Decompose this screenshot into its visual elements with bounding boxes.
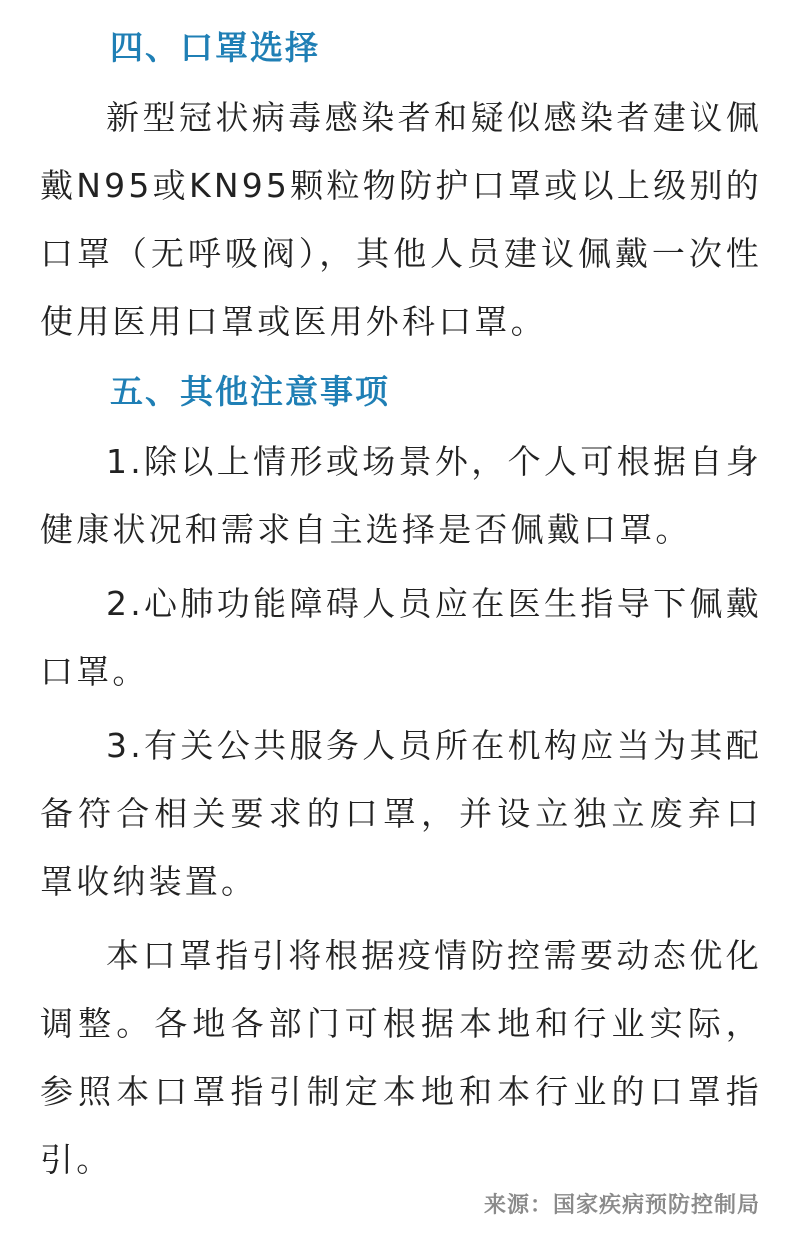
mask-selection-paragraph: 新型冠状病毒感染者和疑似感染者建议佩戴N95或KN95颗粒物防护口罩或以上级别的口罩（无呼吸阀），其他人员建议佩戴一次性使用医用口罩或医用外科口罩。 — [40, 98, 762, 341]
section-heading-mask-selection: 四、口罩选择 — [110, 28, 320, 67]
closing-paragraph: 本口罩指引将根据疫情防控需要动态优化调整。各地各部门可根据本地和行业实际，参照本口罩指引制定本地和本行业的口罩指引。 — [40, 936, 762, 1179]
note-item-1: 1.除以上情形或场景外，个人可根据自身健康状况和需求自主选择是否佩戴口罩。 — [40, 442, 762, 549]
section-heading-other-notes: 五、其他注意事项 — [110, 372, 390, 411]
note-item-3: 3.有关公共服务人员所在机构应当为其配备符合相关要求的口罩，并设立独立废弃口罩收纳装置。 — [40, 726, 762, 901]
note-item-2: 2.心肺功能障碍人员应在医生指导下佩戴口罩。 — [40, 584, 762, 691]
source-credit: 来源：国家疾病预防控制局 — [483, 1193, 760, 1218]
